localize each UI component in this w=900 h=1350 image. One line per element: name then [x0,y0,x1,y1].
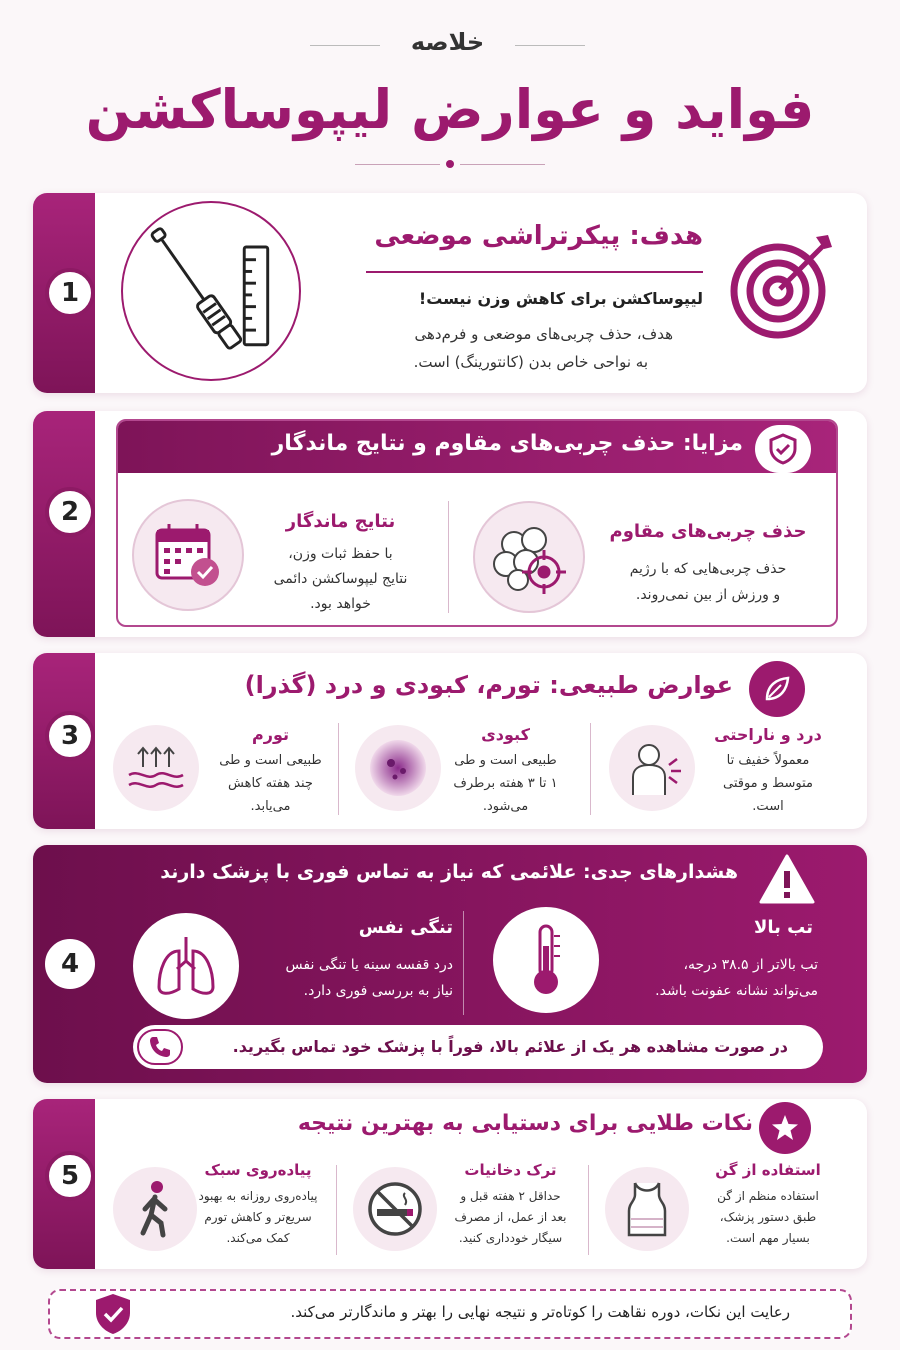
cannula-icon [123,201,299,381]
no-smoking-icon [365,1179,425,1239]
tips-divider-2 [336,1165,337,1255]
effects-divider-2 [338,723,339,815]
header-kicker: خلاصه [410,28,485,56]
tip-title-smoking: ترک دخانیات [464,1161,557,1179]
lungs-icon [151,931,221,1001]
tip-text-walking-1: پیاده‌روی روزانه به بهبود [198,1189,318,1203]
section-title: مزایا: حذف چربی‌های مقاوم و نتایج ماندگار [271,431,743,456]
star-badge [759,1102,811,1154]
shield-check-icon [766,432,800,466]
shield-badge [755,425,811,473]
tip-title-walking: پیاده‌روی سبک [204,1161,312,1179]
tip-title-garment: استفاده از گن [715,1161,821,1179]
section-side-effects [33,653,867,829]
tip-text-smoking-3: سیگار خودداری کنید. [458,1231,563,1245]
section-number: 1 [45,268,95,318]
no-smoking-badge [353,1167,437,1251]
pain-badge [609,725,695,811]
section-goal [33,193,867,393]
header-rule-left [310,45,380,46]
warning-icon [758,853,816,905]
effect-text-bruise-1: طبیعی است و طی [454,753,557,768]
benefit-text-fat-2: و ورزش از بین نمی‌روند. [635,587,781,603]
section-number: 4 [45,939,95,989]
section-number: 5 [45,1151,95,1201]
benefit-title-fat: حذف چربی‌های مقاوم [609,521,807,542]
tip-text-walking-3: کمک می‌کند. [226,1231,290,1245]
section-tips [33,1099,867,1269]
phone-icon [147,1034,173,1060]
walking-icon [127,1179,183,1239]
fat-cells-badge [473,501,585,613]
header-rule-right [515,45,585,46]
benefits-divider [448,501,449,613]
section-title: عوارض طبیعی: تورم، کبودی و درد (گذرا) [244,671,733,699]
phone-badge [137,1029,183,1065]
pain-icon [619,735,685,801]
lungs-badge [133,913,239,1019]
target-icon [728,233,838,343]
effect-text-pain-1: معمولاً خفیف تا [726,753,810,768]
effect-text-swelling-1: طبیعی است و طی [219,753,322,768]
thermometer-icon [516,920,576,1000]
tip-text-garment-2: طبق دستور پزشک، [719,1210,817,1224]
tips-divider-1 [588,1165,589,1255]
section-title: نکات طلایی برای دستیابی به بهترین نتیجه [297,1111,753,1136]
tip-text-walking-2: سریع‌تر و کاهش تورم [204,1210,312,1224]
goal-lead: لیپوساکشن برای کاهش وزن نیست! [418,289,703,308]
effect-text-swelling-2: چند هفته کاهش [228,776,313,791]
tip-text-garment-3: بسیار مهم است. [726,1231,810,1245]
effect-text-pain-2: متوسط و موقتی [722,776,814,791]
effect-title-pain: درد و ناراحتی [714,725,822,744]
warning-title-breath: تنگی نفس [358,917,453,938]
effect-title-bruise: کبودی [481,725,530,744]
bruise-badge [355,725,441,811]
section-number: 2 [45,487,95,537]
star-icon [770,1113,800,1143]
effect-text-bruise-2: ۱ تا ۳ هفته برطرف [453,776,558,791]
benefit-text-lasting-1: با حفظ ثبات وزن، [288,546,393,562]
call-text: در صورت مشاهده هر یک از علائم بالا، فوراً با پزشک خود تماس بگیرید. [232,1037,788,1056]
effect-text-bruise-3: می‌شود. [482,799,529,814]
warning-text-fever-1: تب بالاتر از ۳۸.۵ درجه، [683,957,818,973]
effect-text-pain-3: است. [752,799,784,814]
warning-title-fever: تب بالا [753,917,813,938]
leaf-badge [749,661,805,717]
tip-text-garment-1: استفاده منظم از گن [717,1189,819,1203]
swelling-icon [123,735,189,801]
title-rule-right [460,164,545,165]
tip-text-smoking-2: بعد از عمل، از مصرف [454,1210,567,1224]
warnings-divider [463,911,464,1015]
effects-divider-1 [590,723,591,815]
title-dot [446,160,454,168]
benefits-box [116,419,838,627]
thermometer-badge [493,907,599,1013]
effect-title-swelling: تورم [252,725,289,744]
tools-illustration [121,201,301,381]
benefit-text-lasting-3: خواهد بود. [310,596,371,612]
goal-body-line1: هدف، حذف چربی‌های موضعی و فرم‌دهی [414,325,673,343]
calendar-badge [132,499,244,611]
section-benefits [33,411,867,637]
benefit-text-lasting-2: نتایج لیپوساکشن دائمی [273,571,408,587]
header [0,0,900,180]
section-title: هشدارهای جدی: علائمی که نیاز به تماس فوری با پزشک دارند [160,861,738,883]
section-title: هدف: پیکرتراشی موضعی [374,221,703,251]
leaf-icon [761,673,793,705]
warning-text-breath-1: درد قفسه سینه یا تنگی نفس [285,957,453,973]
walking-badge [113,1167,197,1251]
section-warnings [33,845,867,1083]
warning-text-breath-2: نیاز به بررسی فوری دارد. [303,983,453,999]
page-title: فواید و عوارض لیپوساکشن [85,78,815,141]
benefit-text-fat-1: حذف چربی‌هایی که با رژیم [629,561,787,577]
section-number: 3 [45,711,95,761]
footer-text: رعایت این نکات، دوره نقاهت را کوتاه‌تر و نتیجه نهایی را بهتر و ماندگارتر می‌کند. [290,1303,790,1321]
calendar-check-icon [151,518,225,592]
compression-garment-icon [619,1179,675,1239]
goal-body-line2: به نواحی خاص بدن (کانتورینگ) است. [413,353,648,371]
title-rule-left [355,164,440,165]
warning-text-fever-2: می‌تواند نشانه عفونت باشد. [655,983,818,999]
title-underline [366,271,703,273]
swelling-badge [113,725,199,811]
bruise-icon [365,735,431,801]
shield-icon [92,1291,134,1337]
ruler-icon [244,247,267,345]
effect-text-swelling-3: می‌یابد. [250,799,291,814]
benefit-title-lasting: نتایج ماندگار [285,511,396,532]
fat-cells-icon [484,512,574,602]
tip-text-smoking-1: حداقل ۲ هفته قبل و [460,1189,561,1203]
garment-badge [605,1167,689,1251]
